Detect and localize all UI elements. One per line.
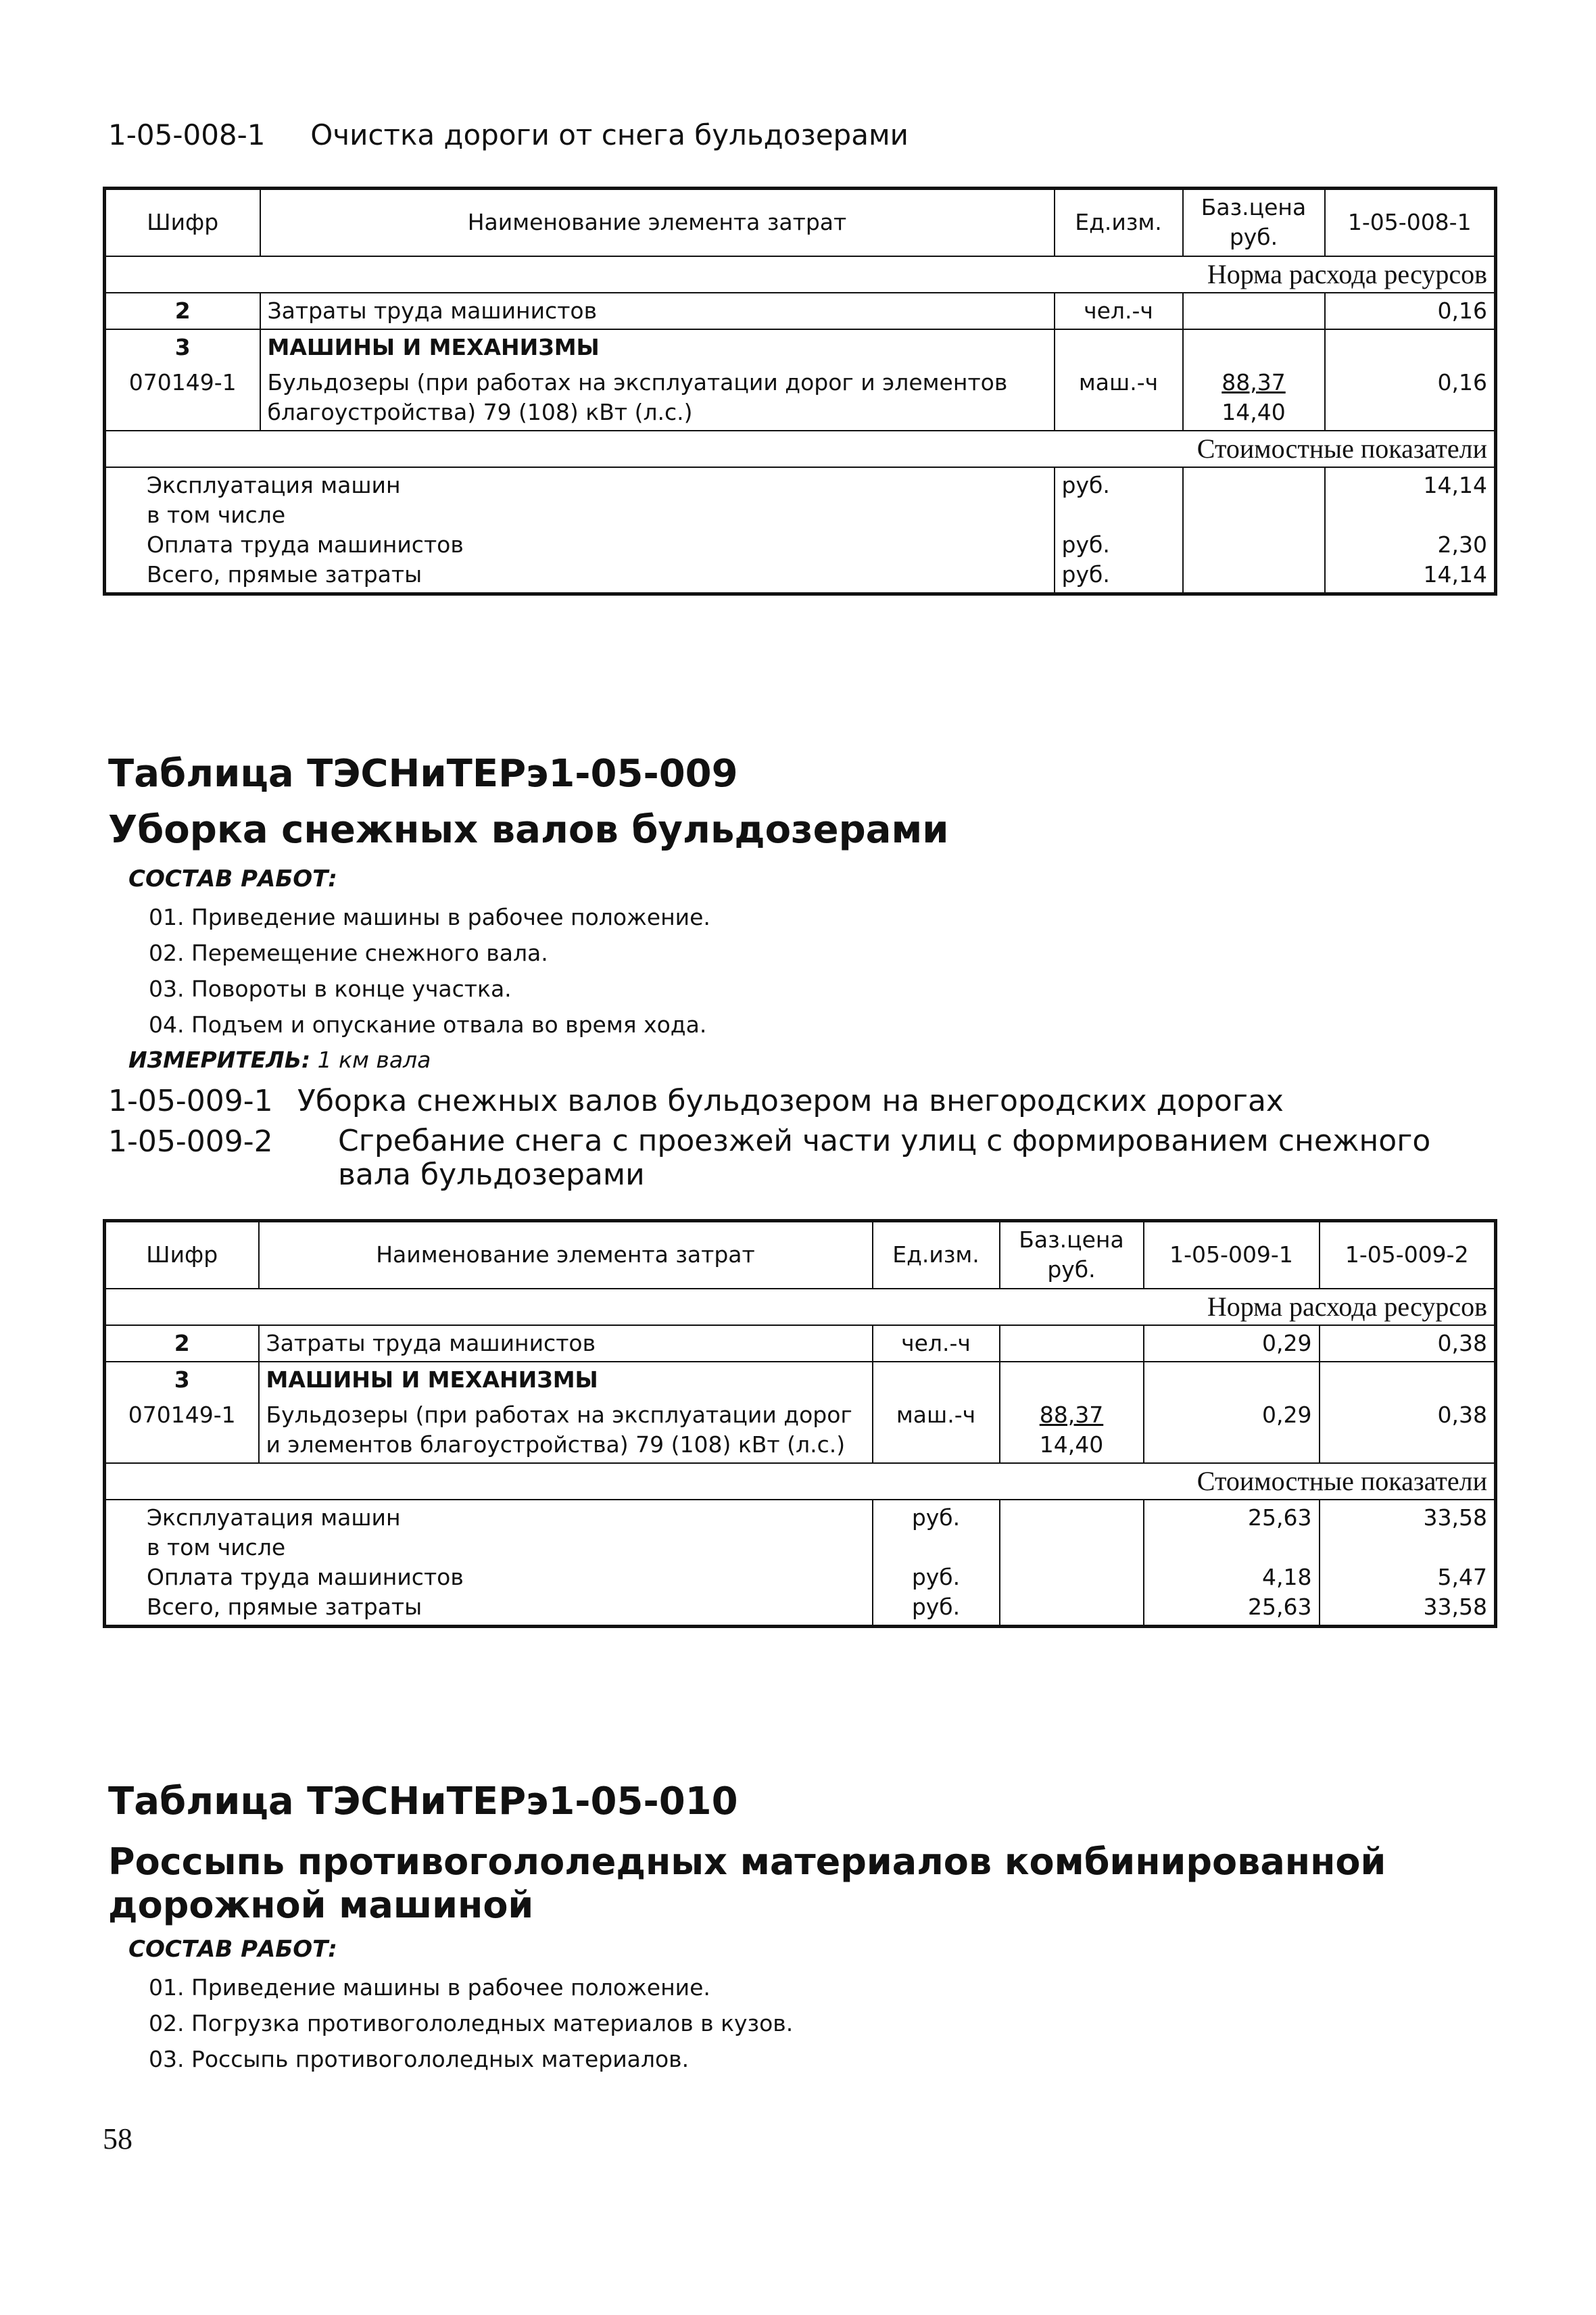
labor-unit: чел.-ч: [873, 1325, 1000, 1362]
cost-row-value: [1327, 1533, 1488, 1562]
page-number: 58: [103, 2122, 132, 2155]
cost-row-name: Эксплуатация машин: [147, 471, 401, 498]
labor-value: 0,16: [1325, 293, 1496, 329]
cost-row-unit: руб.: [911, 1593, 961, 1620]
header-unit: Ед.изм.: [873, 1221, 1000, 1289]
bulldozer-value-1: 0,29: [1144, 1398, 1320, 1463]
bulldozer-code: 070149-1: [105, 1398, 259, 1463]
bulldozer-name: Бульдозеры (при работах на эксплуатации дорог и элементов благоустройства) 79 (108) кВт (л.с.): [260, 365, 1055, 431]
sostav-label-009: СОСТАВ РАБОТ:: [128, 865, 337, 892]
izmeritel-label: ИЗМЕРИТЕЛЬ:: [128, 1047, 311, 1073]
norma-caption: Норма расхода ресурсов: [105, 256, 1496, 293]
header-price: Баз.цена руб.: [1000, 1221, 1144, 1289]
empty-cell: [1055, 329, 1183, 365]
top-title: Очистка дороги от снега бульдозерами: [310, 118, 909, 151]
cost-row-value: 25,63: [1248, 1593, 1312, 1620]
cost-row-name: Оплата труда машинистов: [147, 1563, 464, 1590]
cost-row-value: 14,14: [1423, 560, 1487, 588]
cost-row-value: 25,63: [1248, 1504, 1312, 1531]
machines-name: МАШИНЫ И МЕХАНИЗМЫ: [260, 329, 1055, 365]
cost-row-value: 33,58: [1423, 1593, 1487, 1620]
cost-values-1: [1144, 1500, 1320, 1627]
sostav-label-010: СОСТАВ РАБОТ:: [128, 1936, 337, 1963]
cost-row-value: 2,30: [1437, 531, 1487, 558]
cost-row-value: 5,47: [1437, 1563, 1487, 1590]
cost-row-unit: руб.: [911, 1504, 961, 1531]
code-line-009-2: 1-05-009-2: [108, 1124, 273, 1159]
labor-price: [1183, 293, 1325, 329]
cost-row-name: Всего, прямые затраты: [147, 560, 422, 588]
top-line: [108, 118, 909, 151]
top-code: 1-05-008-1: [108, 118, 266, 151]
bulldozer-price: [1000, 1398, 1144, 1463]
labor-code: 2: [105, 1325, 259, 1362]
empty-cell: [1325, 329, 1496, 365]
cost-caption: Стоимостные показатели: [105, 431, 1496, 467]
empty-cell: [1183, 467, 1325, 594]
labor-name: Затраты труда машинистов: [260, 293, 1055, 329]
bulldozer-value: 0,16: [1325, 365, 1496, 431]
machines-name: МАШИНЫ И МЕХАНИЗМЫ: [259, 1362, 873, 1398]
cost-row-unit: руб.: [1061, 531, 1110, 558]
labor-value-1: 0,29: [1144, 1325, 1320, 1362]
header-name: Наименование элемента затрат: [259, 1221, 873, 1289]
empty-cell: [873, 1362, 1000, 1398]
section-title-009: Уборка снежных валов бульдозерами: [108, 808, 949, 852]
cost-values: [1325, 467, 1496, 594]
labor-code: 2: [105, 293, 260, 329]
machines-code: 3: [105, 329, 260, 365]
cost-names: [105, 1500, 873, 1627]
work-item: 02. Погрузка противогололедных материалов в кузов.: [149, 2010, 794, 2036]
empty-cell: [1144, 1362, 1320, 1398]
bulldozer-code: 070149-1: [105, 365, 260, 431]
header-col-1: 1-05-008-1: [1325, 189, 1496, 256]
cost-row-value: 4,18: [1262, 1563, 1312, 1590]
header-unit: Ед.изм.: [1055, 189, 1183, 256]
empty-cell: [1000, 1362, 1144, 1398]
cost-row-unit: руб.: [1061, 560, 1110, 588]
norma-caption: Норма расхода ресурсов: [105, 1289, 1496, 1325]
labor-unit: чел.-ч: [1055, 293, 1183, 329]
work-item: 03. Повороты в конце участка.: [149, 976, 512, 1002]
cost-row-name: Всего, прямые затраты: [147, 1593, 422, 1620]
bulldozer-price-top: 88,37: [1222, 368, 1286, 396]
empty-cell: [1320, 1362, 1496, 1398]
machines-code: 3: [105, 1362, 259, 1398]
table-title-010: Таблица ТЭСНиТЕРэ1-05-010: [108, 1780, 738, 1823]
work-item: 04. Подъем и опускание отвала во время хода.: [149, 1011, 707, 1038]
work-item: 02. Перемещение снежного вала.: [149, 940, 548, 966]
table-1-05-009: [103, 1219, 1497, 1628]
work-item: 01. Приведение машины в рабочее положение.: [149, 1974, 710, 2001]
bulldozer-unit: маш.-ч: [1055, 365, 1183, 431]
empty-cell: [1183, 329, 1325, 365]
cost-units: [1055, 467, 1183, 594]
code-text-009-1: Уборка снежных валов бульдозером на внегородских дорогах: [297, 1084, 1284, 1118]
izmeritel-value: 1 км вала: [317, 1047, 431, 1073]
work-item: 03. Россыпь противогололедных материалов.: [149, 2046, 690, 2072]
cost-row-value: [1332, 500, 1488, 530]
izmeritel: [128, 1047, 431, 1073]
cost-row-unit: [1062, 500, 1176, 530]
header-shifr: Шифр: [105, 189, 260, 256]
header-shifr: Шифр: [105, 1221, 259, 1289]
cost-names: [105, 467, 1055, 594]
bulldozer-price: [1183, 365, 1325, 431]
bulldozer-name: Бульдозеры (при работах на эксплуатации дорог и элементов благоустройства) 79 (108) кВт (л.с.): [259, 1398, 873, 1463]
cost-caption: Стоимостные показатели: [105, 1463, 1496, 1500]
header-col-2: 1-05-009-2: [1320, 1221, 1496, 1289]
code-text-009-2: Сгребание снега с проезжей части улиц с формированием снежного вала бульдозерами: [338, 1124, 1431, 1192]
bulldozer-price-bottom: 14,40: [1039, 1431, 1104, 1458]
code-line-009-1: 1-05-009-1: [108, 1084, 273, 1118]
bulldozer-value-2: 0,38: [1320, 1398, 1496, 1463]
cost-row-name: Эксплуатация машин: [147, 1504, 401, 1531]
cost-row-name: Оплата труда машинистов: [147, 531, 464, 558]
cost-row-unit: руб.: [911, 1563, 961, 1590]
cost-row-unit: [880, 1533, 992, 1562]
cost-row-value: 14,14: [1423, 471, 1487, 498]
table-1-05-008: [103, 187, 1497, 596]
header-name: Наименование элемента затрат: [260, 189, 1055, 256]
bulldozer-price-top: 88,37: [1039, 1401, 1104, 1428]
cost-row-name: в том числе: [147, 1533, 286, 1560]
labor-value-2: 0,38: [1320, 1325, 1496, 1362]
cost-row-unit: руб.: [1061, 471, 1110, 498]
header-price: Баз.цена руб.: [1183, 189, 1325, 256]
section-title-010: Россыпь противогололедных материалов комбинированной дорожной машиной: [108, 1840, 1386, 1926]
cost-row-value: [1151, 1533, 1312, 1562]
table-title-009: Таблица ТЭСНиТЕРэ1-05-009: [108, 752, 738, 796]
bulldozer-unit: маш.-ч: [873, 1398, 1000, 1463]
cost-units: [873, 1500, 1000, 1627]
labor-name: Затраты труда машинистов: [259, 1325, 873, 1362]
bulldozer-price-bottom: 14,40: [1222, 398, 1286, 425]
cost-row-name: в том числе: [147, 501, 286, 528]
cost-row-value: 33,58: [1423, 1504, 1487, 1531]
work-item: 01. Приведение машины в рабочее положение.: [149, 904, 710, 930]
empty-cell: [1000, 1500, 1144, 1627]
cost-values-2: [1320, 1500, 1496, 1627]
header-col-1: 1-05-009-1: [1144, 1221, 1320, 1289]
empty-cell: [1000, 1325, 1144, 1362]
